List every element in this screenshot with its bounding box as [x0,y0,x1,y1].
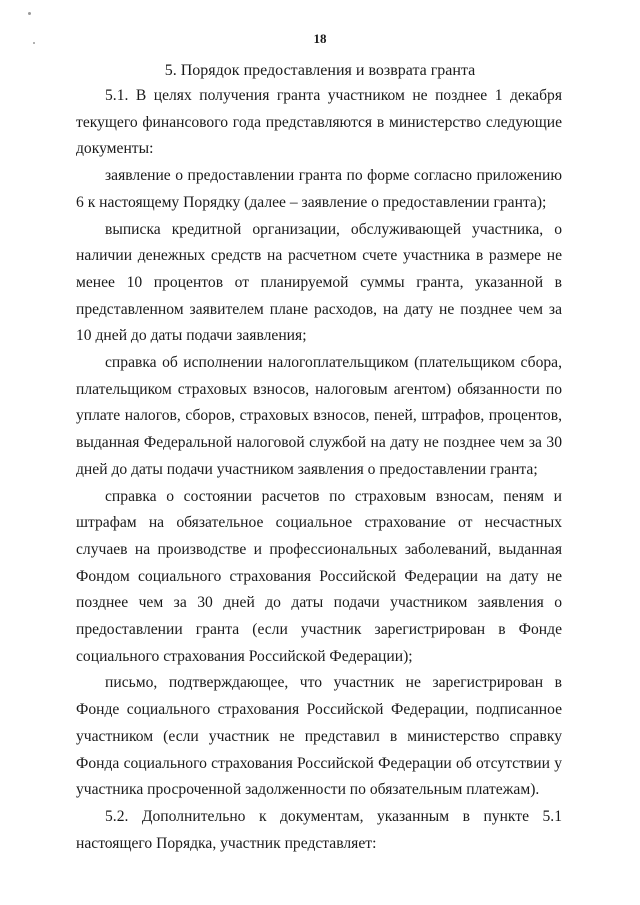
paragraph-letter: письмо, подтверждающее, что участник не зарегистрирован в Фонде социального страхования Российской Федерации, подписанное участником (если участник не представил в министерство справку Фонда социального страхования Российской Федерации об отсутствии у участника просроченной задолженности по обязательным платежам). [76,674,562,799]
paragraph-bank-statement: выписка кредитной организации, обслуживающей участника, о наличии денежных средств на расчетном счете участника в размере не менее 10 процентов от планируемой суммы гранта, указанной в представленном заявителем плане расходов, на дату не позднее чем за 10 дней до даты подачи заявления; [76,220,562,345]
paragraph-tax-certificate: справка об исполнении налогоплательщиком (плательщиком сбора, плательщиком страховых взносов, налоговым агентом) обязанности по уплате налогов, сборов, страховых взносов, пеней, штрафов, процентов, выданная Федеральной налоговой службой на дату не позднее чем за 30 дней до даты подачи участником заявления о предоставлении гранта; [76,354,562,478]
paragraph-5-1: 5.1. В целях получения гранта участником не позднее 1 декабря текущего финансового года представляются в министерство следующие документы: [76,87,562,158]
page-number: 18 [313,31,327,46]
scan-speck [28,12,31,15]
paragraph-insurance-certificate: справка о состоянии расчетов по страховым взносам, пеням и штрафам на обязательное социальное страхование от несчастных случаев на производстве и профессиональных заболеваний, выданная Фондом социального страхования Российской Федерации на дату не позднее чем за 30 дней до даты подачи участником заявления о предоставлении гранта (если участник зарегистрирован в Фонде социального страхования Российской Федерации); [76,487,562,665]
paragraph-5-2: 5.2. Дополнительно к документам, указанным в пункте 5.1 настоящего Порядка, участник представляет: [76,807,562,852]
document-body [76,83,562,857]
section-heading: 5. Порядок предоставления и возврата гранта [164,62,476,79]
paragraph-application: заявление о предоставлении гранта по форме согласно приложению 6 к настоящему Порядку (далее – заявление о предоставлении гранта); [76,167,562,211]
